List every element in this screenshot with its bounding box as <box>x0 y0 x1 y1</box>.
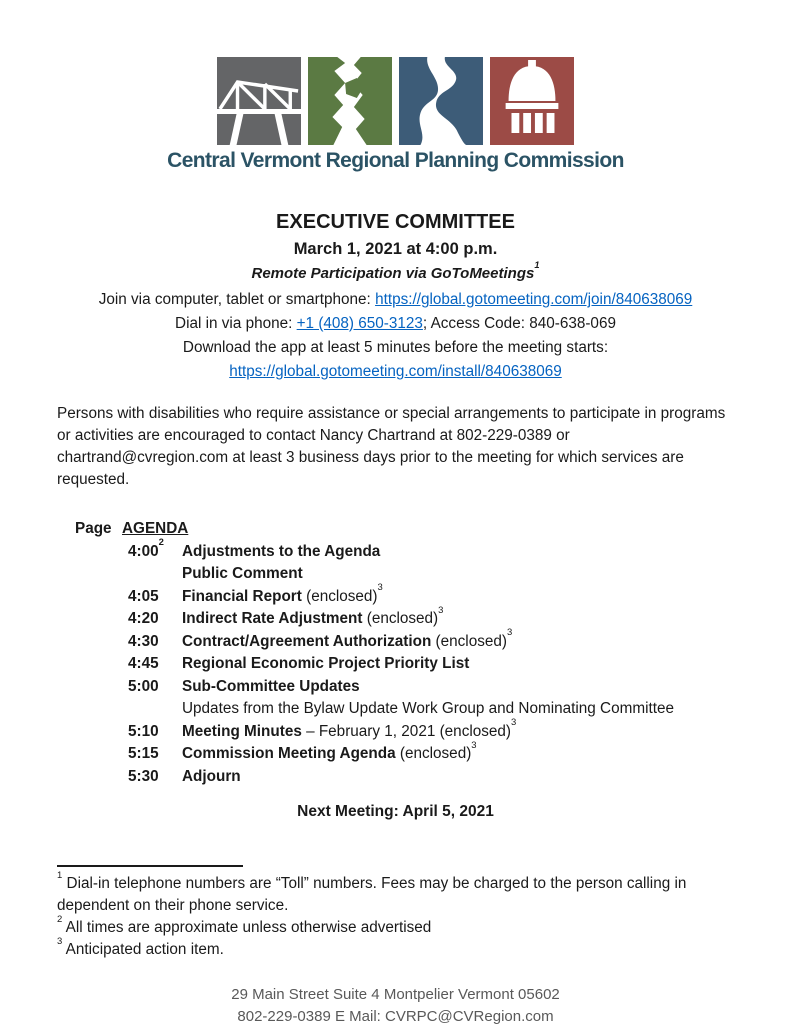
agenda-time <box>128 537 182 564</box>
agenda-item-row <box>75 676 791 699</box>
logo-tagline: Central Vermont Regional Planning Commission <box>167 149 624 172</box>
dial-in-line <box>0 312 791 336</box>
install-link-line <box>0 360 791 384</box>
agenda-item-row <box>75 537 791 564</box>
agenda-time <box>128 766 182 789</box>
agenda-time <box>128 586 182 609</box>
agenda-title-bold: Regional Economic Project Priority List <box>182 655 470 672</box>
agenda-time-text: 4:45 <box>128 655 159 672</box>
agenda-title-bold: Adjustments to the Agenda <box>182 542 381 560</box>
join-computer-line <box>0 288 791 312</box>
agenda-item-row <box>75 766 791 789</box>
gotomeeting-install-link[interactable]: https://global.gotomeeting.com/install/840638069 <box>229 363 562 380</box>
agenda-time <box>128 698 182 721</box>
footnote-ref-1: 1 <box>534 259 540 270</box>
agenda-item-row <box>75 653 791 676</box>
vermont-state-icon <box>308 57 392 145</box>
remote-participation-line <box>0 259 791 286</box>
footnote-text: Dial-in telephone numbers are “Toll” numbers. Fees may be charged to the person calling in dependent on their phone service. <box>57 875 687 914</box>
agenda-time <box>128 563 182 586</box>
footnote-text: All times are approximate unless otherwise advertised <box>62 919 432 936</box>
agenda-item-row <box>75 604 791 631</box>
footnote-ref-3: 3 <box>438 604 444 616</box>
agenda-item-row <box>75 563 791 586</box>
agenda-title <box>182 653 791 676</box>
agenda-title-bold: Adjourn <box>182 767 241 785</box>
remote-participation-text: Remote Participation via GoToMeetings <box>251 265 535 282</box>
agenda-time-text: 4:20 <box>128 610 159 627</box>
footnote-3 <box>57 935 721 961</box>
agenda-title-rest: (enclosed) <box>301 587 378 605</box>
agenda-time <box>128 653 182 676</box>
footnote-2 <box>57 913 721 939</box>
agenda-title-rest: – February 1, 2021 (enclosed) <box>301 722 512 740</box>
agenda-title-rest: (enclosed) <box>362 610 439 627</box>
page-column-label: Page <box>75 520 112 537</box>
agenda-time-text: 4:05 <box>128 587 159 605</box>
agenda-title <box>182 739 791 766</box>
join-info <box>0 288 791 384</box>
footnotes-section <box>57 869 721 961</box>
footnote-ref-2: 2 <box>158 537 164 549</box>
agenda-title-bold: Public Comment <box>182 565 303 582</box>
agenda-header-row <box>75 518 791 541</box>
agenda-time-text: 4:30 <box>128 632 159 650</box>
agenda-time-text: 5:30 <box>128 767 159 785</box>
agenda-time <box>128 743 182 766</box>
agenda-title <box>182 717 791 744</box>
dial-in-prefix: Dial in via phone: <box>175 315 297 332</box>
footnote-ref-3: 3 <box>471 739 477 751</box>
agenda-time-text: 5:00 <box>128 677 159 695</box>
river-icon <box>399 57 483 145</box>
agenda-title-bold: Sub-Committee Updates <box>182 677 360 695</box>
agenda-title <box>182 541 791 564</box>
agenda-title <box>182 563 791 586</box>
logo-tiles <box>217 57 574 145</box>
page-title: EXECUTIVE COMMITTEE <box>276 211 515 233</box>
agenda-item-row <box>75 717 791 744</box>
agenda-title-bold: Contract/Agreement Authorization <box>182 632 432 650</box>
agenda-time <box>128 676 182 699</box>
footnote-separator <box>57 865 243 867</box>
agenda-heading: AGENDA <box>122 520 189 537</box>
footer-contact: 802-229-0389 E Mail: CVRPC@CVRegion.com <box>237 1008 554 1024</box>
agenda-section <box>75 518 791 788</box>
agenda-time-text: 5:10 <box>128 722 159 740</box>
agenda-item-row <box>75 698 791 721</box>
agenda-title-bold: Commission Meeting Agenda <box>182 745 396 762</box>
footnote-marker: 3 <box>57 935 63 947</box>
gotomeeting-join-link[interactable]: https://global.gotomeeting.com/join/840638069 <box>375 291 693 308</box>
bridge-icon <box>217 57 301 145</box>
footnote-1 <box>57 869 721 917</box>
agenda-item-row <box>75 739 791 766</box>
agenda-title <box>182 698 791 721</box>
phone-number-link[interactable]: +1 (408) 650-3123 <box>296 315 423 332</box>
footnote-marker: 2 <box>57 913 63 925</box>
download-app-line: Download the app at least 5 minutes before the meeting starts: <box>182 339 609 356</box>
access-code-text: ; Access Code: 840-638-069 <box>422 315 616 332</box>
agenda-title-rest: Updates from the Bylaw Update Work Group and Nominating Committee <box>182 700 674 717</box>
meeting-datetime: March 1, 2021 at 4:00 p.m. <box>293 240 498 258</box>
agenda-title-rest: (enclosed) <box>395 745 472 762</box>
agenda-title <box>182 766 791 789</box>
footnote-marker: 1 <box>57 869 63 881</box>
footnote-ref-3: 3 <box>511 717 517 729</box>
agenda-title-bold: Financial Report <box>182 587 302 605</box>
agenda-item-row <box>75 627 791 654</box>
agenda-time-text: 5:15 <box>128 745 159 762</box>
agenda-item-row <box>75 582 791 609</box>
footer-address: 29 Main Street Suite 4 Montpelier Vermont 05602 <box>231 986 560 1003</box>
agenda-title-bold: Indirect Rate Adjustment <box>182 610 363 627</box>
agenda-title <box>182 676 791 699</box>
agenda-title-rest: (enclosed) <box>431 632 507 650</box>
agenda-title <box>182 604 791 631</box>
agenda-time <box>128 721 182 744</box>
agenda-title <box>182 582 791 609</box>
cvrpc-logo <box>0 0 791 173</box>
join-computer-prefix: Join via computer, tablet or smartphone: <box>98 291 376 308</box>
footnote-ref-3: 3 <box>506 627 513 639</box>
agenda-time-text: 4:00 <box>128 542 159 560</box>
footnote-ref-3: 3 <box>377 582 383 594</box>
agenda-title-bold: Meeting Minutes <box>182 722 302 740</box>
accessibility-note: Persons with disabilities who require assistance or special arrangements to participate in programs or activities are encouraged to contact Nancy Chartrand at 802-229-0389 or chartrand@cvregion.com at least 3 business days prior to the meeting for which services are requested. <box>57 405 726 488</box>
footnote-text: Anticipated action item. <box>62 941 224 958</box>
next-meeting-line: Next Meeting: April 5, 2021 <box>297 803 494 820</box>
agenda-time <box>128 608 182 631</box>
agenda-time <box>128 631 182 654</box>
agenda-title <box>182 627 791 654</box>
document-footer <box>0 984 791 1024</box>
capitol-dome-icon <box>490 57 574 145</box>
